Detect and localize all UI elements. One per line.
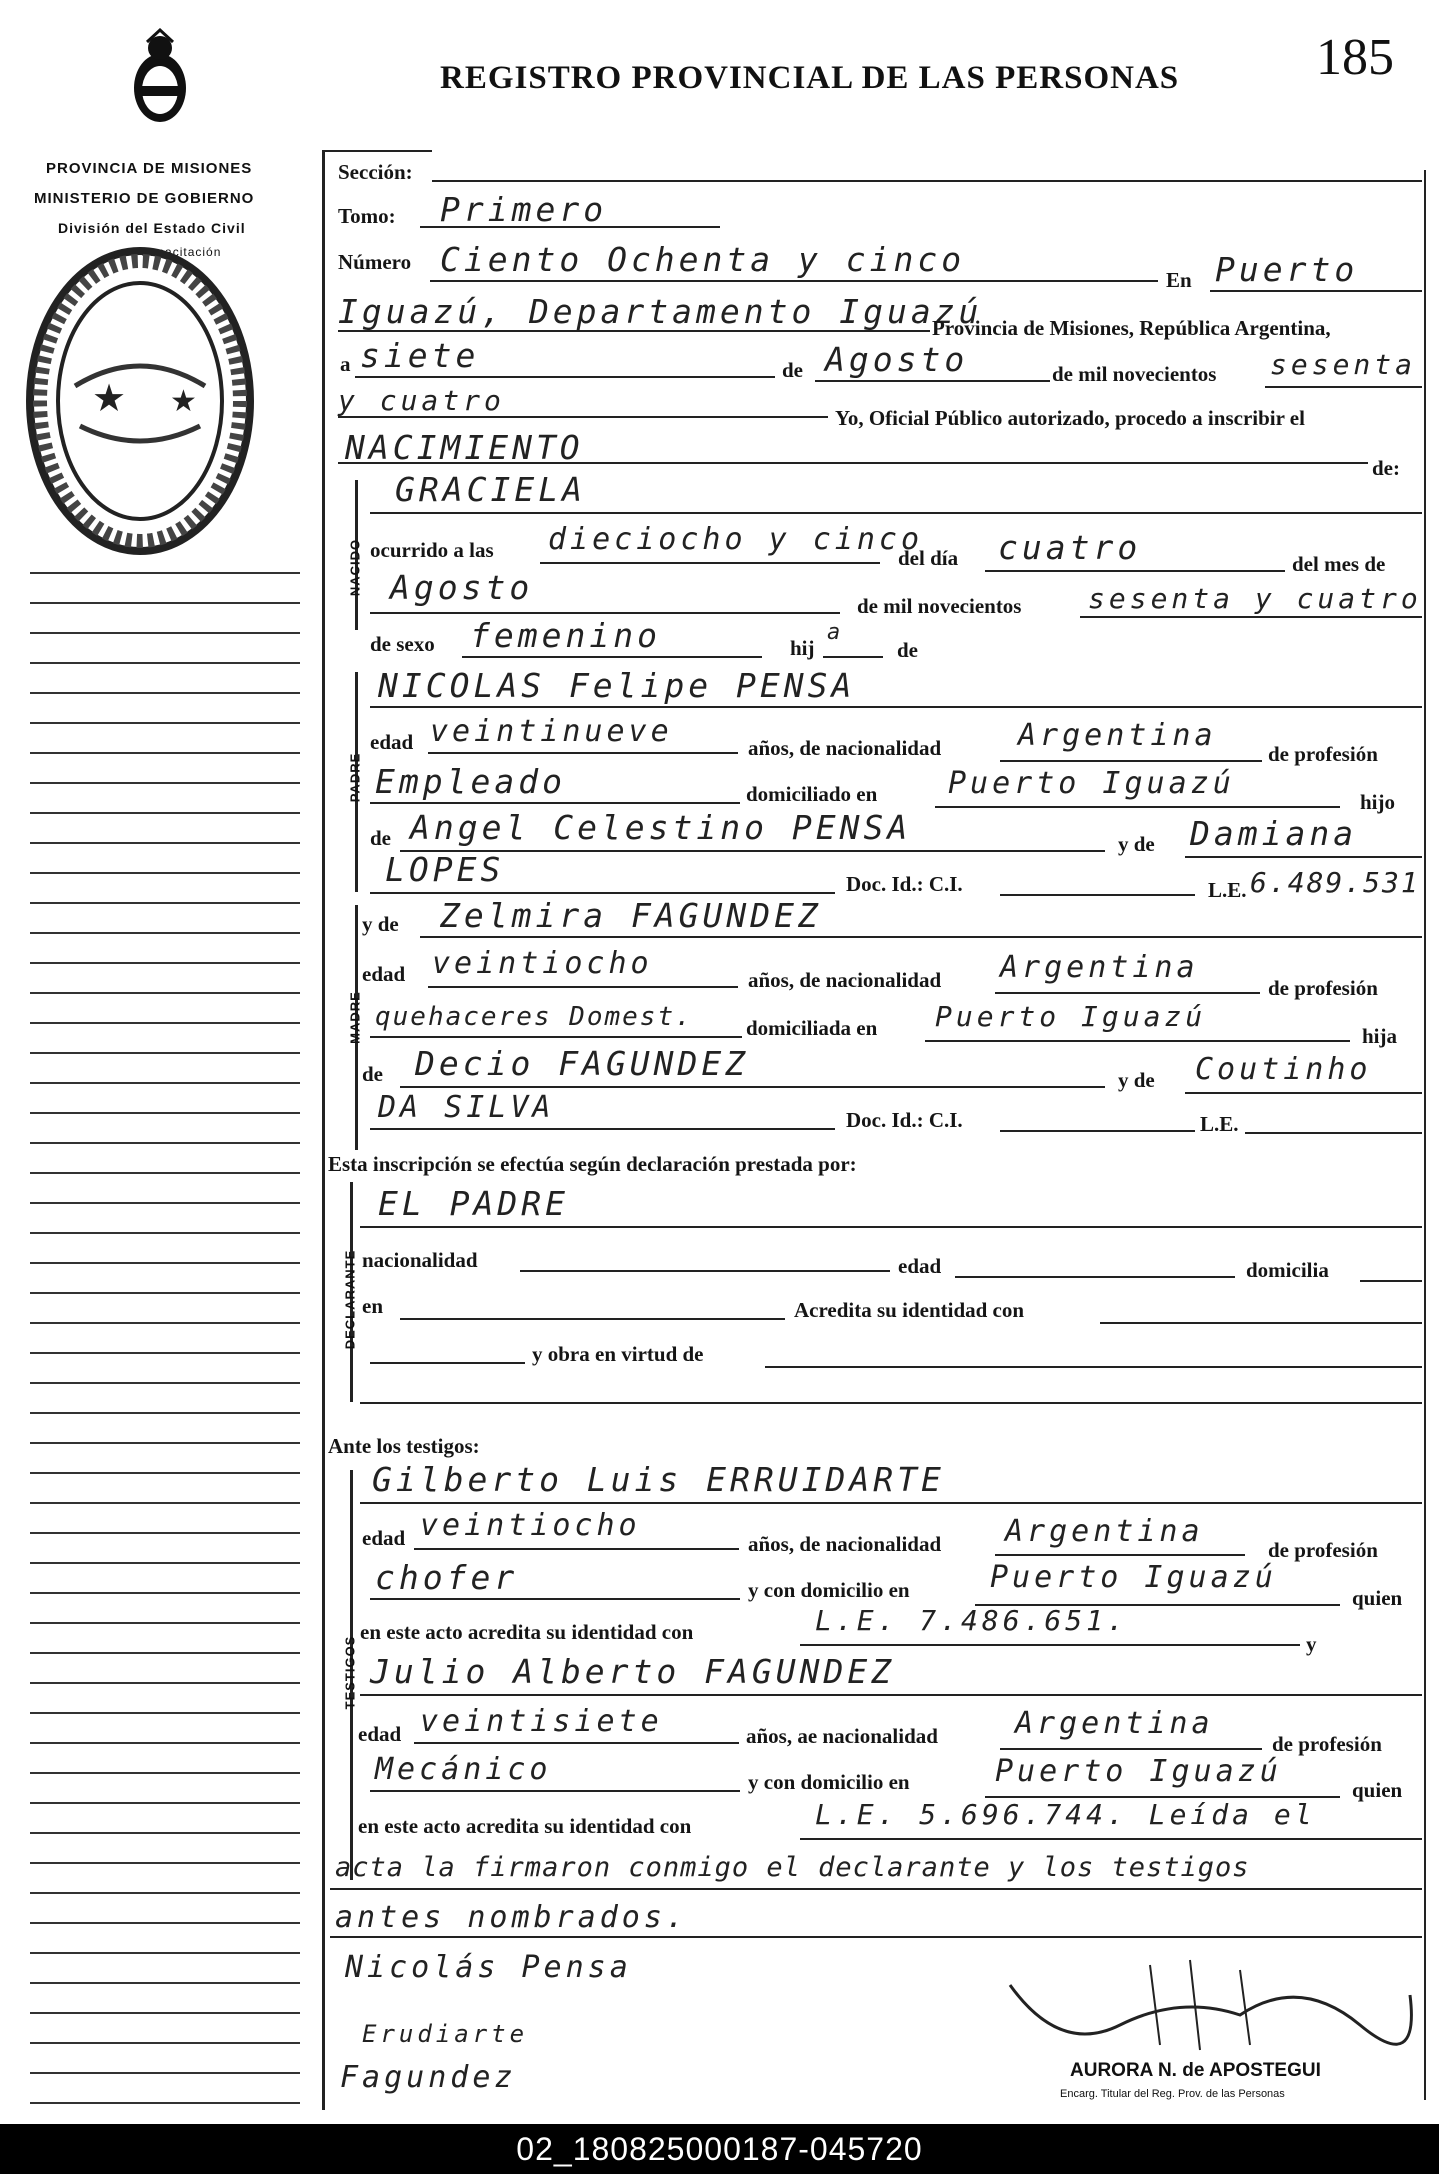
testigos-side-label: TESTIGOS xyxy=(342,1635,358,1710)
t1-nombre-value: Gilberto Luis ERRUIDARTE xyxy=(372,1460,945,1499)
madre-hija-label: hija xyxy=(1362,1024,1398,1048)
y-cuatro-value: y cuatro xyxy=(338,384,505,417)
padre-nac-label: años, de nacionalidad xyxy=(748,736,942,760)
madre-edad-label: edad xyxy=(362,962,406,986)
padre-nombre-value: NICOLAS Felipe PENSA xyxy=(378,666,856,705)
anio-value: sesenta y cuatro xyxy=(1088,582,1422,615)
madre-nombre-value: Zelmira FAGUNDEZ xyxy=(440,896,822,935)
declarante-value: EL PADRE xyxy=(378,1184,569,1223)
padre-side-label: PADRE xyxy=(347,752,363,803)
page-number: 185 xyxy=(1316,29,1394,86)
padre-le-label: L.E. xyxy=(1208,878,1247,902)
lugar-value: Iguazú, Departamento Iguazú xyxy=(338,292,983,331)
t2-quien-label: quien xyxy=(1352,1778,1403,1802)
form-left-border xyxy=(322,150,325,2110)
ocurrido-label: ocurrido a las xyxy=(370,538,494,562)
dia-value: cuatro xyxy=(998,528,1142,567)
t1-quien-label: quien xyxy=(1352,1586,1403,1610)
signature-stamp-name: AURORA N. de APOSTEGUI xyxy=(1070,2060,1321,2081)
nombre-value: GRACIELA xyxy=(395,470,586,509)
madre-dom-label: domiciliada en xyxy=(746,1016,878,1040)
note-line-1: acta la firmaron conmigo el declarante y los testigos xyxy=(335,1852,1250,1883)
province-label: PROVINCIA DE MISIONES xyxy=(46,160,253,177)
t2-dom-label: y con domicilio en xyxy=(748,1770,910,1794)
tomo-label: Tomo: xyxy=(338,204,396,228)
madre-doc-label: Doc. Id.: C.I. xyxy=(846,1108,963,1132)
t1-dom-label: y con domicilio en xyxy=(748,1578,910,1602)
madre-nac-label: años, de nacionalidad xyxy=(748,968,942,992)
t2-nac-label: años, ae nacionalidad xyxy=(746,1724,938,1748)
de-mes-value: Agosto xyxy=(825,340,969,379)
t1-edad-value: veintiocho xyxy=(420,1508,641,1543)
declarante-en-label: en xyxy=(362,1294,383,1318)
del-mes-label: del mes de xyxy=(1292,552,1386,576)
hij-suffix-value: a xyxy=(827,620,845,645)
t2-edad-value: veintisiete xyxy=(420,1704,663,1739)
official-signature-icon xyxy=(1000,1955,1420,2065)
signature-declarante: Nicolás Pensa xyxy=(345,1950,632,1985)
padre-le-value: 6.489.531 xyxy=(1250,866,1420,899)
madre-y-de-label: y de xyxy=(362,912,399,936)
madre-le-label: L.E. xyxy=(1200,1112,1239,1136)
note-line-2: antes nombrados. xyxy=(335,1900,688,1935)
madre-edad-value: veintiocho xyxy=(432,946,653,981)
esta-inscripcion-label: Esta inscripción se efectúa según declaración prestada por: xyxy=(328,1152,857,1176)
padre-dom-label: domiciliado en xyxy=(746,782,878,806)
madre-nac-value: Argentina xyxy=(1000,950,1199,985)
ante-testigos-label: Ante los testigos: xyxy=(328,1434,480,1458)
padre-padre-value: Angel Celestino PENSA xyxy=(410,808,912,847)
padre-madre-value: Damiana xyxy=(1190,814,1358,853)
seccion-label: Sección: xyxy=(338,160,413,184)
padre-de-label: de xyxy=(370,826,391,850)
t1-dom-value: Puerto Iguazú xyxy=(990,1560,1277,1595)
t1-nac-value: Argentina xyxy=(1005,1514,1204,1549)
t1-acredita-label: en este acto acredita su identidad con xyxy=(360,1620,694,1644)
tomo-value: Primero xyxy=(440,190,608,229)
madre-padre-value: Decio FAGUNDEZ xyxy=(415,1044,750,1083)
signature-stamp-title: Encarg. Titular del Reg. Prov. de las Personas xyxy=(1060,2088,1285,2100)
madre-prof-label: de profesión xyxy=(1268,976,1378,1000)
t1-prof-label: de profesión xyxy=(1268,1538,1378,1562)
declarante-side-label: DECLARANTE xyxy=(342,1249,358,1350)
madre-de-label: de xyxy=(362,1062,383,1086)
en-value: Puerto xyxy=(1215,250,1359,289)
t2-acredita-label: en este acto acredita su identidad con xyxy=(358,1814,692,1838)
yo-oficial-label: Yo, Oficial Público autorizado, procedo a inscribir el xyxy=(835,406,1305,430)
mil-novecientos-label: de mil novecientos xyxy=(1052,362,1217,386)
t1-doc-value: L.E. 7.486.651. xyxy=(815,1604,1128,1637)
t2-edad-label: edad xyxy=(358,1722,402,1746)
madre-madre-value: Coutinho xyxy=(1195,1052,1372,1087)
declarante-obra-label: y obra en virtud de xyxy=(532,1342,704,1366)
declarante-acredita-label: Acredita su identidad con xyxy=(794,1298,1025,1322)
de-mil-novecientos-label: de mil novecientos xyxy=(857,594,1022,618)
t2-prof-value: Mecánico xyxy=(375,1752,552,1787)
mil-novecientos-value: sesenta xyxy=(1270,348,1417,381)
t1-nac-label: años, de nacionalidad xyxy=(748,1532,942,1556)
de-label: de xyxy=(782,358,803,382)
madre-prof-value: quehaceres Domest. xyxy=(375,1002,693,1032)
hora-value: dieciocho y cinco xyxy=(548,522,924,557)
coat-of-arms-icon xyxy=(125,28,195,128)
ministry-label: MINISTERIO DE GOBIERNO xyxy=(34,190,255,207)
document-title: REGISTRO PROVINCIAL DE LAS PERSONAS xyxy=(440,60,1180,96)
madre-madre2-value: DA SILVA xyxy=(378,1090,555,1125)
madre-y-de-label2: y de xyxy=(1118,1068,1155,1092)
de-sexo-label: de sexo xyxy=(370,632,435,656)
de-colon-label: de: xyxy=(1372,456,1400,480)
signature-testigo-2: Fagundez xyxy=(340,2060,517,2095)
padre-edad-value: veintinueve xyxy=(430,714,673,749)
division-label: División del Estado Civil xyxy=(58,220,246,236)
form-right-border xyxy=(1424,170,1426,2100)
del-dia-label: del día xyxy=(898,546,959,570)
madre-dom-value: Puerto Iguazú xyxy=(935,1000,1207,1033)
padre-nac-value: Argentina xyxy=(1018,718,1217,753)
padre-doc-label: Doc. Id.: C.I. xyxy=(846,872,963,896)
madre-side-label: MADRE xyxy=(347,991,363,1044)
t2-nombre-value: Julio Alberto FAGUNDEZ xyxy=(370,1652,896,1691)
a-dia-value: siete xyxy=(360,336,480,375)
declarante-edad-label: edad xyxy=(898,1254,942,1278)
en-label: En xyxy=(1166,268,1192,292)
provincia-label: Provincia de Misiones, República Argentina, xyxy=(932,316,1331,340)
padre-edad-label: edad xyxy=(370,730,414,754)
padre-prof-label: de profesión xyxy=(1268,742,1378,766)
svg-text:★: ★ xyxy=(92,376,127,420)
t1-edad-label: edad xyxy=(362,1526,406,1550)
capacitacion-label: Capacitación xyxy=(140,245,222,259)
hij-label: hij xyxy=(790,636,815,660)
padre-prof-value: Empleado xyxy=(375,762,566,801)
signature-testigo-1: Erudiarte xyxy=(362,2020,529,2048)
mes-value: Agosto xyxy=(390,568,534,607)
acto-value: NACIMIENTO xyxy=(345,428,584,467)
form-top-border xyxy=(322,150,432,152)
svg-text:★: ★ xyxy=(170,384,197,419)
t2-nac-value: Argentina xyxy=(1015,1706,1214,1741)
nacido-side-label: NACIDO xyxy=(347,538,363,597)
padre-dom-value: Puerto Iguazú xyxy=(948,766,1235,801)
a-label: a xyxy=(340,352,351,376)
t2-prof-label: de profesión xyxy=(1272,1732,1382,1756)
padre-madre2-value: LOPES xyxy=(385,850,505,889)
sexo-value: femenino xyxy=(470,616,661,655)
declarante-dom-label: domicilia xyxy=(1246,1258,1329,1282)
numero-value: Ciento Ochenta y cinco xyxy=(440,240,966,279)
official-stamp-icon xyxy=(20,236,260,566)
t1-prof-value: chofer xyxy=(375,1558,519,1597)
padre-hijo-label: hijo xyxy=(1360,790,1396,814)
t1-y-label: y xyxy=(1306,1632,1317,1656)
de2-label: de xyxy=(897,638,918,662)
padre-y-de-label: y de xyxy=(1118,832,1155,856)
document-id-footer: 02_180825000187-045720 xyxy=(0,2124,1439,2174)
numero-label: Número xyxy=(338,250,412,274)
t2-doc-value: L.E. 5.696.744. Leída el xyxy=(815,1798,1316,1831)
declarante-nac-label: nacionalidad xyxy=(362,1248,478,1272)
t2-dom-value: Puerto Iguazú xyxy=(995,1754,1282,1789)
